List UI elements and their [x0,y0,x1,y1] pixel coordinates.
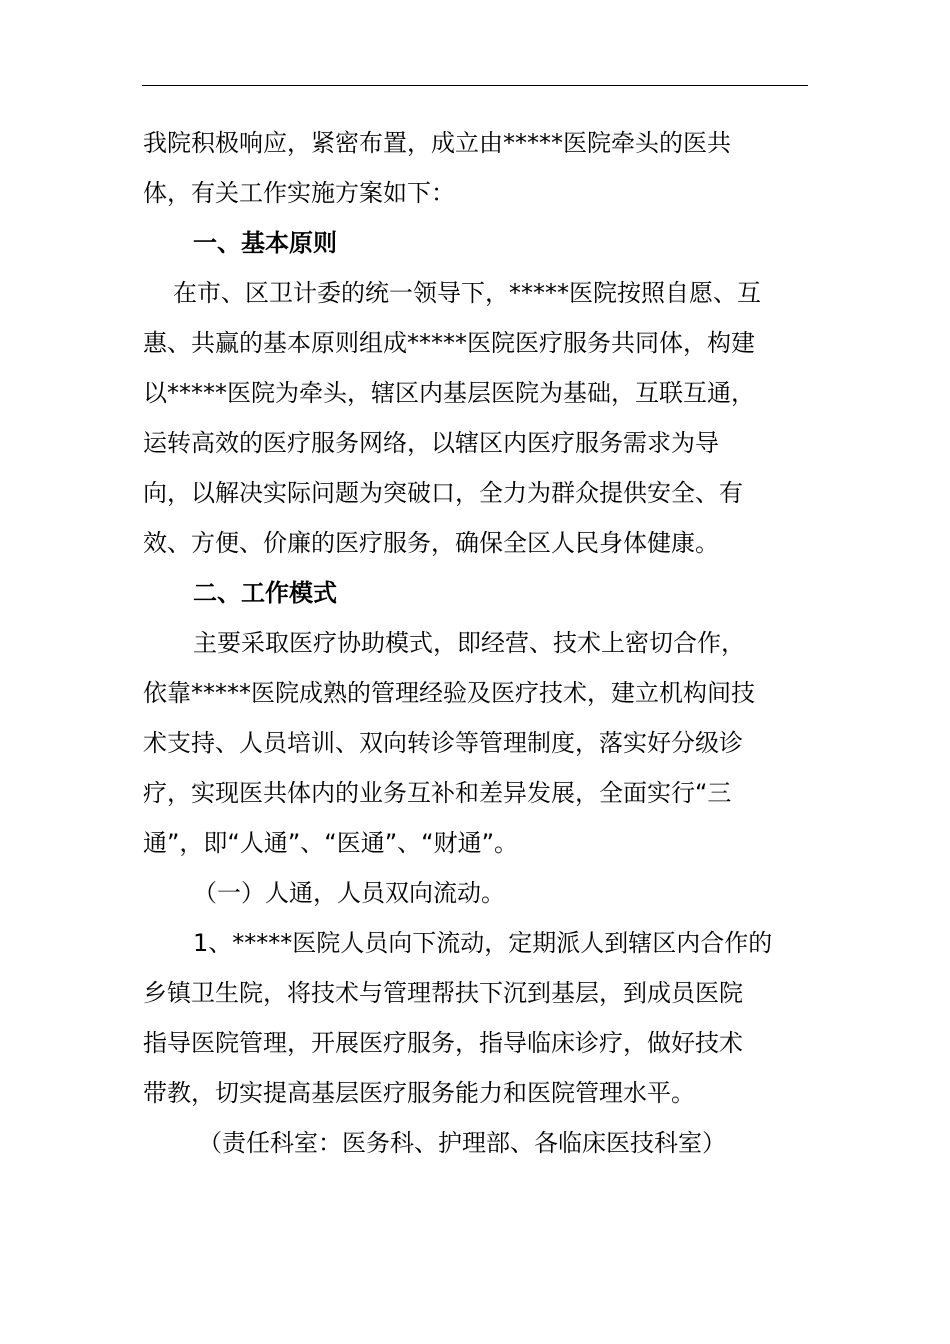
body-line: 向，以解决实际问题为突破口，全力为群众提供安全、有 [143,479,743,507]
body-line: 术支持、人员培训、双向转诊等管理制度，落实好分级诊 [143,729,743,757]
body-line: 依靠*****医院成熟的管理经验及医疗技术，建立机构间技 [143,679,755,707]
body-line: 带教，切实提高基层医疗服务能力和医院管理水平。 [143,1079,695,1107]
body-line: 我院积极响应，紧密布置，成立由*****医院牵头的医共 [143,129,731,157]
section-heading-work-mode: 二、工作模式 [193,579,337,607]
body-line: 惠、共赢的基本原则组成*****医院医疗服务共同体，构建 [143,329,755,357]
body-line: 在市、区卫计委的统一领导下，*****医院按照自愿、互 [173,279,761,307]
body-line: 运转高效的医疗服务网络，以辖区内医疗服务需求为导 [143,429,719,457]
body-line: 乡镇卫生院，将技术与管理帮扶下沉到基层，到成员医院 [143,979,743,1007]
body-line: 以*****医院为牵头，辖区内基层医院为基础，互联互通， [143,379,755,407]
body-line: 疗，实现医共体内的业务互补和差异发展，全面实行“三 [143,779,732,807]
document-body [143,118,811,1168]
subsection-heading-people: （一）人通，人员双向流动。 [193,879,505,907]
body-line: 主要采取医疗协助模式，即经营、技术上密切合作， [193,629,745,657]
body-line: 效、方便、价廉的医疗服务，确保全区人民身体健康。 [143,529,719,557]
header-rule [142,85,808,86]
section-heading-basic-principles: 一、基本原则 [193,229,337,257]
body-line: 体，有关工作实施方案如下： [143,179,455,207]
responsible-departments-note: （责任科室：医务科、护理部、各临床医技科室） [198,1129,726,1157]
body-line: 指导医院管理，开展医疗服务，指导临床诊疗，做好技术 [143,1029,743,1057]
body-line: 1、*****医院人员向下流动，定期派人到辖区内合作的 [193,929,773,957]
body-line: 通”，即“人通”、“医通”、“财通”。 [143,829,519,857]
